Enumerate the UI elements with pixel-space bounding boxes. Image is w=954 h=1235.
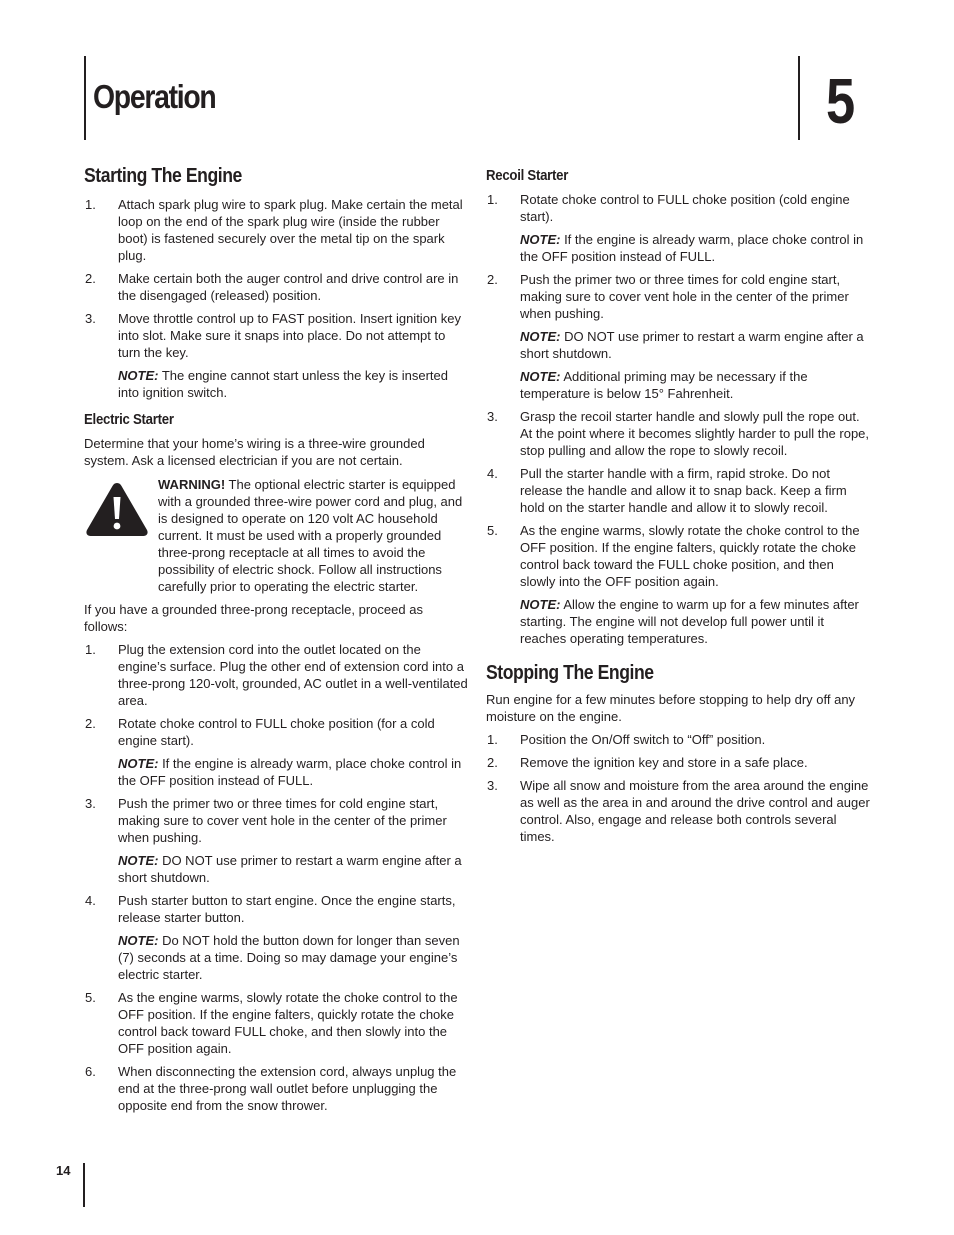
note-label: NOTE: xyxy=(520,329,561,344)
step-number: 2. xyxy=(487,272,498,287)
step-text: Position the On/Off switch to “Off” position. xyxy=(520,732,766,747)
left-column xyxy=(84,164,468,1114)
list-item xyxy=(84,715,468,789)
step-text: Grasp the recoil starter handle and slowly pull the rope out. At the point where it becomes slightly harder to pull the rope, stop pulling and allow the rope to slowly recoil. xyxy=(520,409,870,458)
note xyxy=(118,367,468,401)
step-number: 3. xyxy=(487,409,498,424)
step-text: Remove the ignition key and store in a safe place. xyxy=(520,755,808,770)
list-item xyxy=(486,465,870,516)
list-item xyxy=(486,522,870,647)
list-item xyxy=(486,754,870,771)
step-text: As the engine warms, slowly rotate the choke control to the OFF position. If the engine falters, quickly rotate the choke control back toward FULL choke, and then slowly into the OFF position again. xyxy=(118,990,458,1056)
recoil-steps xyxy=(486,191,870,647)
section-heading-starting: Starting The Engine xyxy=(84,165,242,187)
title-rule-left xyxy=(84,56,86,140)
note-label: NOTE: xyxy=(520,232,561,247)
warning-block xyxy=(84,476,468,595)
title-rule-right xyxy=(798,56,800,140)
step-text: Push the primer two or three times for cold engine start, making sure to cover vent hole in the center of the primer when pushing. xyxy=(118,796,447,845)
subheading-recoil-starter: Recoil Starter xyxy=(486,167,569,184)
step-text: Push the primer two or three times for cold engine start, making sure to cover vent hole in the center of the primer when pushing. xyxy=(520,272,849,321)
note-label: NOTE: xyxy=(118,933,159,948)
step-number: 1. xyxy=(85,642,96,657)
step-number: 6. xyxy=(85,1064,96,1079)
starting-steps xyxy=(84,196,468,401)
list-item xyxy=(84,989,468,1057)
step-number: 2. xyxy=(85,716,96,731)
note xyxy=(118,755,468,789)
step-text: Make certain both the auger control and drive control are in the disengaged (released) position. xyxy=(118,271,459,303)
list-item xyxy=(84,892,468,983)
right-column xyxy=(486,164,870,845)
step-number: 1. xyxy=(85,197,96,212)
chapter-number: 5 xyxy=(826,65,854,137)
step-text: When disconnecting the extension cord, always unplug the end at the three-prong wall outlet before unplugging the opposite end from the snow thrower. xyxy=(118,1064,457,1113)
electric-intro: Determine that your home’s wiring is a three-wire grounded system. Ask a licensed electrician if you are not certain. xyxy=(84,436,425,468)
stopping-intro: Run engine for a few minutes before stopping to help dry off any moisture on the engine. xyxy=(486,692,856,724)
note xyxy=(118,852,468,886)
page-number: 14 xyxy=(56,1163,71,1178)
step-number: 1. xyxy=(487,192,498,207)
note-label: NOTE: xyxy=(118,368,159,383)
note xyxy=(520,231,870,265)
step-text: Pull the starter handle with a firm, rapid stroke. Do not release the handle and allow it to snap back. Keep a firm hold on the starter handle and allow it to slowly recoil. xyxy=(520,466,847,515)
step-number: 3. xyxy=(85,311,96,326)
step-number: 4. xyxy=(85,893,96,908)
warning-label: WARNING! xyxy=(158,477,226,492)
step-text: Rotate choke control to FULL choke position (cold engine start). xyxy=(520,192,850,224)
note-text: The engine cannot start unless the key is inserted into ignition switch. xyxy=(118,368,448,400)
step-number: 4. xyxy=(487,466,498,481)
note-label: NOTE: xyxy=(118,853,159,868)
note-text: If the engine is already warm, place choke control in the OFF position instead of FULL. xyxy=(520,232,864,264)
step-number: 5. xyxy=(487,523,498,538)
step-text: Rotate choke control to FULL choke position (for a cold engine start). xyxy=(118,716,435,748)
list-item xyxy=(84,795,468,886)
step-text: Wipe all snow and moisture from the area around the engine as well as the area in and around the drive control and auger control. Also, engage and release both controls several times. xyxy=(520,778,870,844)
note-text: DO NOT use primer to restart a warm engine after a short shutdown. xyxy=(118,853,462,885)
note xyxy=(118,932,468,983)
proceed-text: If you have a grounded three-prong receptacle, proceed as follows: xyxy=(84,602,423,634)
step-number: 1. xyxy=(487,732,498,747)
step-text: Attach spark plug wire to spark plug. Make certain the metal loop on the end of the spark plug wire (inside the rubber boot) is fastened securely over the metal tip on the spark plug. xyxy=(118,197,463,263)
note-label: NOTE: xyxy=(520,369,561,384)
list-item xyxy=(486,777,870,845)
note-text: Additional priming may be necessary if the temperature is below 15° Fahrenheit. xyxy=(520,369,808,401)
step-text: As the engine warms, slowly rotate the choke control to the OFF position. If the engine falters, quickly rotate the choke control back toward the FULL choke position, and then slowly into the OFF position again. xyxy=(520,523,860,589)
subheading-electric-starter: Electric Starter xyxy=(84,411,174,428)
step-number: 2. xyxy=(85,271,96,286)
step-text: Move throttle control up to FAST position. Insert ignition key into slot. Make sure it snaps into place. Do not attempt to turn the key. xyxy=(118,311,461,360)
list-item xyxy=(84,641,468,709)
note-label: NOTE: xyxy=(520,597,561,612)
note xyxy=(520,368,870,402)
list-item xyxy=(486,731,870,748)
warning-triangle-icon xyxy=(84,480,150,538)
step-number: 5. xyxy=(85,990,96,1005)
step-number: 3. xyxy=(487,778,498,793)
note-text: Allow the engine to warm up for a few minutes after starting. The engine will not develop full power until it reaches operating temperatures. xyxy=(520,597,859,646)
note-text: If the engine is already warm, place choke control in the OFF position instead of FULL. xyxy=(118,756,462,788)
list-item xyxy=(84,270,468,304)
section-heading-stopping: Stopping The Engine xyxy=(486,662,654,684)
stopping-steps xyxy=(486,731,870,845)
list-item xyxy=(486,408,870,459)
note-text: DO NOT use primer to restart a warm engine after a short shutdown. xyxy=(520,329,864,361)
list-item xyxy=(84,196,468,264)
step-text: Plug the extension cord into the outlet located on the engine’s surface. Plug the other end of extension cord into a three-prong 120-volt, grounded, AC outlet in a well-ventilated area. xyxy=(118,642,468,708)
footer-rule xyxy=(83,1163,85,1207)
step-number: 2. xyxy=(487,755,498,770)
step-number: 3. xyxy=(85,796,96,811)
note xyxy=(520,328,870,362)
list-item xyxy=(84,1063,468,1114)
warning-text: The optional electric starter is equipped with a grounded three-wire power cord and plug, and is designed to operate on 120 volt AC household current. It must be used with a properly grounded three-prong receptacle at all times to avoid the possibility of electric shock. Follow all instructions carefully prior to operating the electric starter. xyxy=(158,477,463,594)
note-label: NOTE: xyxy=(118,756,159,771)
note xyxy=(520,596,870,647)
list-item xyxy=(486,191,870,265)
list-item xyxy=(84,310,468,401)
electric-steps xyxy=(84,641,468,1114)
note-text: Do NOT hold the button down for longer than seven (7) seconds at a time. Doing so may damage your engine’s electric starter. xyxy=(118,933,460,982)
page-title: Operation xyxy=(93,78,216,115)
step-text: Push starter button to start engine. Once the engine starts, release starter button. xyxy=(118,893,456,925)
list-item xyxy=(486,271,870,402)
